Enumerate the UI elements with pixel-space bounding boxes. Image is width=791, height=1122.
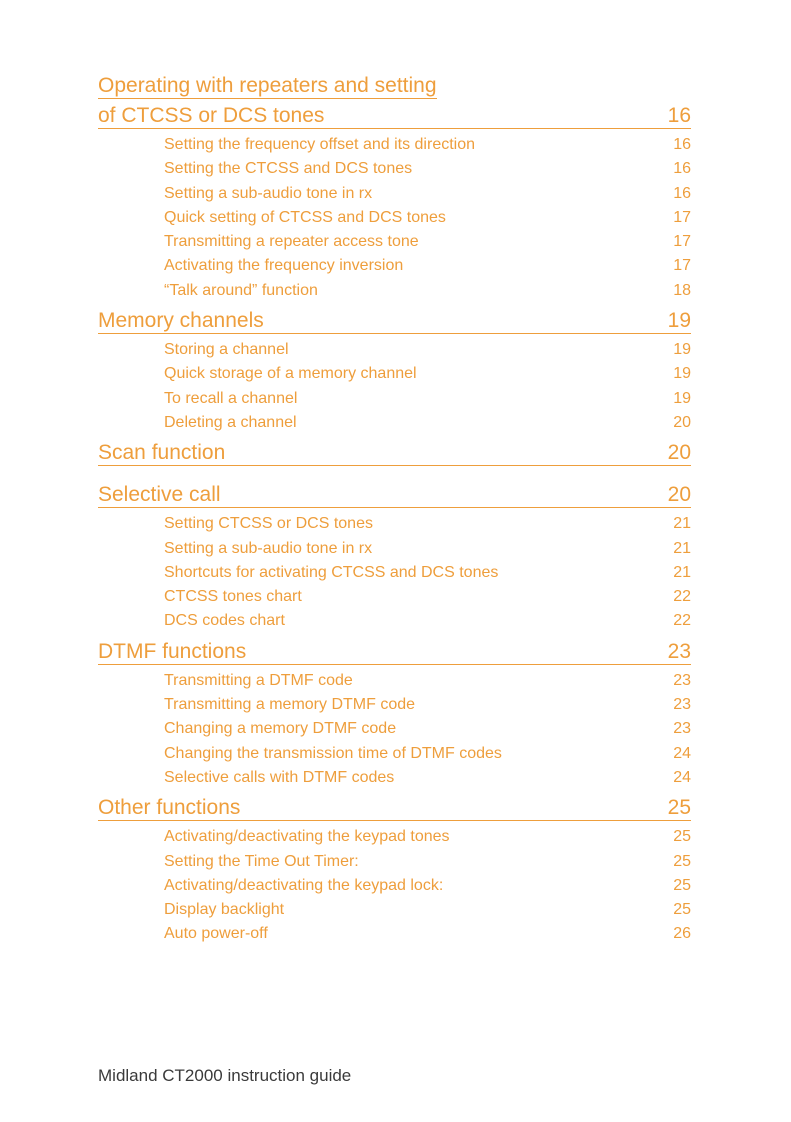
toc-items [98, 508, 691, 633]
toc-item[interactable] [164, 825, 691, 849]
toc-item-label: Quick storage of a memory channel [164, 365, 417, 383]
toc-item-label: DCS codes chart [164, 612, 285, 630]
toc-item-label: To recall a channel [164, 389, 298, 407]
section-page-number: 20 [667, 483, 691, 507]
toc-item[interactable] [164, 766, 691, 790]
toc-item[interactable] [164, 537, 691, 561]
toc-item-page: 24 [673, 744, 691, 762]
toc-item-page: 24 [673, 768, 691, 786]
toc-item-label: Transmitting a memory DTMF code [164, 696, 416, 714]
toc-item-page: 22 [673, 612, 691, 630]
section-heading[interactable] [98, 483, 691, 508]
toc-item[interactable] [164, 206, 691, 230]
toc-item-label: Display backlight [164, 901, 285, 919]
toc-item-page: 19 [673, 389, 691, 407]
toc-item[interactable] [164, 717, 691, 741]
toc-item[interactable] [164, 922, 691, 946]
toc-item-label: Activating/deactivating the keypad tones [164, 828, 450, 846]
toc-item[interactable] [164, 561, 691, 585]
section-title: Other functions [98, 796, 241, 820]
toc-item-page: 25 [673, 876, 691, 894]
toc-item-page: 21 [673, 539, 691, 557]
section-title: Scan function [98, 441, 226, 465]
toc-item-label: Activating/deactivating the keypad lock: [164, 876, 444, 894]
toc-item-page: 23 [673, 720, 691, 738]
section-page-number: 23 [667, 639, 691, 663]
toc-section [98, 483, 691, 633]
toc-item-label: Selective calls with DTMF codes [164, 768, 395, 786]
toc-items [98, 334, 691, 435]
toc-item-label: Quick setting of CTCSS and DCS tones [164, 208, 446, 226]
section-heading[interactable] [98, 309, 691, 334]
toc-item[interactable] [164, 254, 691, 278]
toc-item-label: Setting CTCSS or DCS tones [164, 515, 373, 533]
toc-item-page: 19 [673, 341, 691, 359]
toc-item[interactable] [164, 387, 691, 411]
toc-item-label: Setting the CTCSS and DCS tones [164, 160, 413, 178]
toc-item[interactable] [164, 338, 691, 362]
toc-section [98, 796, 691, 946]
toc-item-label: Transmitting a repeater access tone [164, 233, 419, 251]
toc-item-label: Transmitting a DTMF code [164, 671, 353, 689]
toc-item[interactable] [164, 693, 691, 717]
toc-item-page: 16 [673, 184, 691, 202]
toc-items [98, 665, 691, 790]
section-heading[interactable] [98, 441, 691, 466]
toc-item-page: 16 [673, 160, 691, 178]
toc-item[interactable] [164, 742, 691, 766]
section-title-line1: Operating with repeaters and setting [98, 74, 437, 97]
section-page-number: 16 [667, 104, 691, 127]
toc-item-page: 17 [673, 233, 691, 251]
section-page-number: 19 [667, 309, 691, 333]
toc-item[interactable] [164, 850, 691, 874]
toc-item-label: Setting the frequency offset and its direction [164, 136, 476, 153]
section-page-number: 20 [667, 441, 691, 465]
table-of-contents [98, 74, 691, 953]
toc-item-page: 23 [673, 671, 691, 689]
toc-item-label: Activating the frequency inversion [164, 257, 404, 275]
toc-item-page: 18 [673, 281, 691, 299]
section-heading[interactable] [98, 74, 691, 129]
toc-item-page: 25 [673, 901, 691, 919]
toc-item-label: Storing a channel [164, 341, 289, 359]
section-heading[interactable] [98, 640, 691, 665]
toc-item-page: 23 [673, 696, 691, 714]
toc-section [98, 74, 691, 303]
section-title: of CTCSS or DCS tones [98, 104, 325, 127]
toc-item-page: 20 [673, 413, 691, 431]
toc-item-page: 17 [673, 257, 691, 275]
toc-item-page: 25 [673, 852, 691, 870]
toc-item-label: Setting a sub-audio tone in rx [164, 184, 373, 202]
toc-item-label: Auto power-off [164, 925, 268, 943]
toc-item-label: Setting a sub-audio tone in rx [164, 539, 373, 557]
toc-item[interactable] [164, 411, 691, 435]
toc-item-label: Changing the transmission time of DTMF codes [164, 744, 502, 762]
toc-item-page: 17 [673, 208, 691, 226]
toc-item[interactable] [164, 609, 691, 633]
toc-item[interactable] [164, 669, 691, 693]
toc-item-page: 16 [673, 136, 691, 153]
toc-section [98, 309, 691, 435]
toc-item[interactable] [164, 230, 691, 254]
toc-item-page: 21 [673, 515, 691, 533]
toc-item-page: 25 [673, 828, 691, 846]
toc-item-label: “Talk around” function [164, 281, 318, 299]
toc-item-label: Setting the Time Out Timer: [164, 852, 359, 870]
toc-items [98, 821, 691, 946]
toc-item-page: 22 [673, 588, 691, 606]
section-heading[interactable] [98, 796, 691, 821]
page-footer: Midland CT2000 instruction guide [98, 1066, 352, 1085]
toc-items [98, 129, 691, 303]
toc-item[interactable] [164, 182, 691, 206]
toc-section [98, 441, 691, 466]
toc-item[interactable] [164, 362, 691, 386]
toc-item-label: Shortcuts for activating CTCSS and DCS tones [164, 563, 499, 581]
toc-item[interactable] [164, 157, 691, 181]
toc-item-label: CTCSS tones chart [164, 588, 302, 606]
toc-item[interactable] [164, 133, 691, 157]
toc-item-label: Deleting a channel [164, 413, 297, 431]
toc-item[interactable] [164, 279, 691, 303]
toc-item-page: 21 [673, 563, 691, 581]
toc-item-page: 19 [673, 365, 691, 383]
section-page-number: 25 [667, 796, 691, 820]
toc-item-page: 26 [673, 925, 691, 943]
section-title: Memory channels [98, 309, 264, 333]
section-title: DTMF functions [98, 639, 247, 663]
toc-item-label: Changing a memory DTMF code [164, 720, 397, 738]
toc-item[interactable] [164, 585, 691, 609]
section-title: Selective call [98, 483, 221, 507]
toc-section [98, 640, 691, 790]
toc-item[interactable] [164, 512, 691, 536]
toc-item[interactable] [164, 898, 691, 922]
toc-item[interactable] [164, 874, 691, 898]
